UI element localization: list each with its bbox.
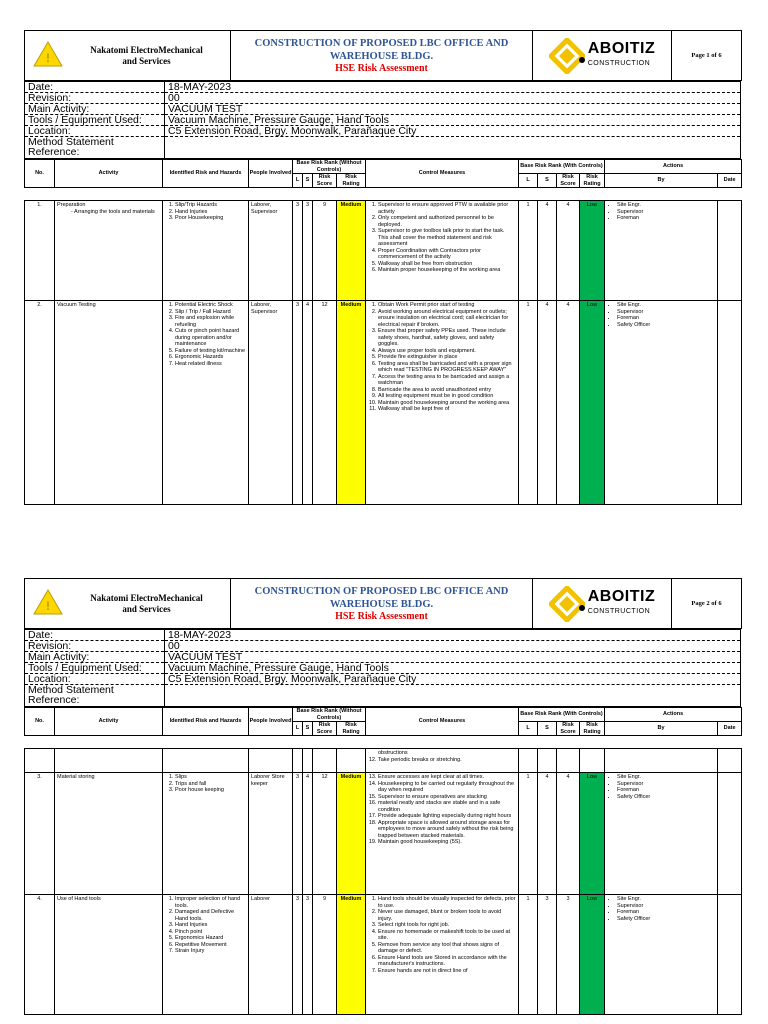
row-score: 12 <box>313 301 337 505</box>
col-s: S <box>303 722 313 736</box>
col-by: By <box>605 174 718 188</box>
control-item: 1. Hand tools should be visually inspected for defects, prior to use. <box>378 896 516 909</box>
col-no: No. <box>25 708 55 736</box>
control-item: 9. All testing equipment must be in good condition <box>378 393 516 400</box>
col-rs: S <box>538 722 557 736</box>
row-rrating: Low <box>580 201 605 301</box>
row-l: 3 <box>293 201 303 301</box>
control-item: 16. material neatly and stacks are stable and in a safe condition <box>378 800 516 813</box>
row-rl: 1 <box>519 895 538 1015</box>
row-by <box>605 201 718 301</box>
risk-row <box>25 773 742 895</box>
row-s: 4 <box>303 773 313 895</box>
row-rs: 4 <box>538 301 557 505</box>
row-no: 1. <box>25 201 55 301</box>
row-rl: 1 <box>519 773 538 895</box>
row-rl: 1 <box>519 201 538 301</box>
row-rating: Medium <box>337 201 366 301</box>
location-label: Location: <box>25 126 165 137</box>
hazard-item: 6. Ergonomic Hazards <box>175 354 246 361</box>
col-risk: Identified Risk and Hazards <box>163 160 249 188</box>
row-score: 9 <box>313 201 337 301</box>
responsible-item: • Site Engr. <box>617 202 715 209</box>
responsible-item: • Safety Officer <box>617 916 715 923</box>
hazard-item: 5. Ergonomics Hazard <box>175 935 246 942</box>
empty-cell <box>605 749 718 773</box>
responsible-item: • Safety Officer <box>617 794 715 801</box>
row-s: 3 <box>303 201 313 301</box>
company-cell <box>25 31 231 81</box>
aboitiz-diamond-icon <box>549 586 585 622</box>
control-item: 4. Ensure no homemade or makeshift tools to be used at site. <box>378 929 516 942</box>
empty-cell <box>249 749 293 773</box>
empty-cell <box>718 749 742 773</box>
control-list <box>368 302 516 413</box>
control-item: 10. Maintain good housekeeping around the working area <box>378 400 516 407</box>
row-date <box>718 895 742 1015</box>
control-item: 19. Maintain good housekeeping (5S). <box>378 839 516 846</box>
activity-value: VACUUM TEST <box>165 104 741 115</box>
row-hazards <box>163 895 249 1015</box>
responsible-item: • Safety Officer <box>617 322 715 329</box>
revision-value: 00 <box>165 93 741 104</box>
row-rs: 4 <box>538 773 557 895</box>
hazard-item: 2. Hand Injuries <box>175 209 246 216</box>
hazard-item: 7. Heat related illness <box>175 361 246 368</box>
responsible-item: • Supervisor <box>617 209 715 216</box>
activity-name: Use of Hand tools <box>57 896 101 902</box>
row-rscore: 4 <box>557 773 580 895</box>
control-list <box>368 774 516 846</box>
row-no: 4. <box>25 895 55 1015</box>
row-people: Laborer, Supervisor <box>249 201 293 301</box>
control-item: 14. Housekeeping to be carried out regularly throughout the day when required <box>378 781 516 794</box>
empty-cell <box>163 749 249 773</box>
responsible-item: • Foreman <box>617 909 715 916</box>
empty-cell <box>538 749 557 773</box>
hazard-item: 3. Hand Injuries <box>175 922 246 929</box>
col-no: No. <box>25 160 55 188</box>
control-item: 3. Ensure that proper safety PPEs used. These include safety shoes, hardhat, safety gloves, and safety goggles. <box>378 328 516 348</box>
control-item: 18. Appropriate space is allowed around storage areas for employees to move around safely without the risk being trapped between stacked materials. <box>378 820 516 840</box>
control-item: 15. Supervisor to ensure operatives are stacking <box>378 794 516 801</box>
col-rrating: Risk Rating <box>580 174 605 188</box>
location-label: Location: <box>25 674 165 685</box>
col-actions: Actions <box>605 160 742 174</box>
row-hazards <box>163 201 249 301</box>
control-item: 7. Access the testing area to be barricaded and assign a watchman <box>378 374 516 387</box>
location-value: C5 Extension Road, Brgy. Moonwalk, Parañaque City <box>165 674 741 685</box>
page-1 <box>24 30 741 505</box>
hazard-item: 4. Cuts or pinch point hazard during operation and/or maintenance <box>175 328 246 348</box>
row-rrating: Low <box>580 773 605 895</box>
responsible-item: • Foreman <box>617 787 715 794</box>
date-value: 18-MAY-2023 <box>165 82 741 93</box>
col-score: Risk Score <box>313 174 337 188</box>
responsible-list <box>607 774 715 800</box>
responsible-item: • Foreman <box>617 315 715 322</box>
row-score: 9 <box>313 895 337 1015</box>
control-item: 5. Remove from service any tool that shows signs of damage or defect. <box>378 942 516 955</box>
col-people: People Involved <box>249 708 293 736</box>
control-item: 3. Select right tools for right job. <box>378 922 516 929</box>
control-item: 17. Provide adequate lighting especially during night hours <box>378 813 516 820</box>
control-item: 1. Obtain Work Permit prior start of testing <box>378 302 516 309</box>
hazard-list <box>165 302 246 367</box>
control-item: 2. Only competent and authorized personnel to be deployed. <box>378 215 516 228</box>
empty-cell <box>557 749 580 773</box>
tools-label: Tools / Equipment Used: <box>25 115 165 126</box>
row-rrating: Low <box>580 895 605 1015</box>
col-by: By <box>605 722 718 736</box>
empty-cell <box>55 749 163 773</box>
row-activity <box>55 773 163 895</box>
responsible-list <box>607 202 715 222</box>
responsible-list <box>607 896 715 922</box>
responsible-item: • Supervisor <box>617 309 715 316</box>
control-item: 2. Avoid working around electrical equipment or outlets; ensure insulation on electrical cord; call electrician for electrical repair if broken. <box>378 309 516 329</box>
col-risk: Identified Risk and Hazards <box>163 708 249 736</box>
col-date: Date <box>718 722 742 736</box>
row-s: 3 <box>303 895 313 1015</box>
row-rscore: 3 <box>557 895 580 1015</box>
row-activity <box>55 201 163 301</box>
title-cell <box>231 579 533 629</box>
continuation-controls <box>366 749 519 773</box>
hazard-item: 2. Trips and fall <box>175 781 246 788</box>
project-title: CONSTRUCTION OF PROPOSED LBC OFFICE AND WAREHOUSE BLDG. <box>254 38 509 62</box>
col-base-risk: Base Risk Rank (Without Controls) <box>293 160 366 174</box>
control-item: 12. Take periodic breaks or stretching. <box>378 757 516 764</box>
col-actions: Actions <box>605 708 742 722</box>
control-list <box>368 202 516 274</box>
empty-cell <box>519 749 538 773</box>
row-rscore: 4 <box>557 301 580 505</box>
row-score: 12 <box>313 773 337 895</box>
row-s: 4 <box>303 301 313 505</box>
header-table <box>24 578 742 629</box>
svg-text:!: ! <box>46 51 50 65</box>
company-cell <box>25 579 231 629</box>
control-item: 5. Provide fire extinguisher in place <box>378 354 516 361</box>
hazard-item: 3. Fire and explosion while refueling <box>175 315 246 328</box>
revision-value: 00 <box>165 641 741 652</box>
responsible-item: • Site Engr. <box>617 896 715 903</box>
col-activity: Activity <box>55 708 163 736</box>
date-value: 18-MAY-2023 <box>165 630 741 641</box>
activity-name: Preparation <box>57 202 86 208</box>
control-item: 6. Maintain proper housekeeping of the working area <box>378 267 516 274</box>
hazard-item: 7. Strain Injury <box>175 948 246 955</box>
row-people: Laborer Store keeper <box>249 773 293 895</box>
hazard-item: 2. Damaged and Defective Hand tools. <box>175 909 246 922</box>
col-rating: Risk Rating <box>337 174 366 188</box>
row-controls <box>366 895 519 1015</box>
page-2 <box>24 578 741 1015</box>
row-by <box>605 895 718 1015</box>
control-item: 6. Testing area shall be barricaded and with a proper sign which read "TESTING IN PROGRESS KEEP AWAY" <box>378 361 516 374</box>
row-by <box>605 773 718 895</box>
responsible-item: • Site Engr. <box>617 302 715 309</box>
row-controls <box>366 773 519 895</box>
method-value <box>165 685 741 707</box>
hazard-item: 3. Poor Housekeeping <box>175 215 246 222</box>
control-item: 2. Never use damaged, blunt or broken tools to avoid injury. <box>378 909 516 922</box>
activity-label: Main Activity: <box>25 652 165 663</box>
col-s: S <box>303 174 313 188</box>
project-title: CONSTRUCTION OF PROPOSED LBC OFFICE AND WAREHOUSE BLDG. <box>254 586 509 610</box>
col-people: People Involved <box>249 160 293 188</box>
responsible-item: • Site Engr. <box>617 774 715 781</box>
hazard-item: 1. Slips <box>175 774 246 781</box>
col-base-risk: Base Risk Rank (Without Controls) <box>293 708 366 722</box>
col-rating: Risk Rating <box>337 722 366 736</box>
row-l: 3 <box>293 773 303 895</box>
location-value: C5 Extension Road, Brgy. Moonwalk, Parañaque City <box>165 126 741 137</box>
row-rating: Medium <box>337 773 366 895</box>
warning-triangle-icon <box>33 589 63 615</box>
control-item: 11. Walkway shall be kept free of <box>378 406 516 413</box>
risk-row <box>25 895 742 1015</box>
row-no: 3. <box>25 773 55 895</box>
revision-label: Revision: <box>25 641 165 652</box>
hazard-item: 1. Slip/Trip Hazards <box>175 202 246 209</box>
col-rrating: Risk Rating <box>580 722 605 736</box>
responsible-item: • Supervisor <box>617 903 715 910</box>
control-item: 4. Proper Coordination with Contractors prior commencement of the activity <box>378 248 516 261</box>
row-hazards <box>163 773 249 895</box>
activity-label: Main Activity: <box>25 104 165 115</box>
col-date: Date <box>718 174 742 188</box>
svg-text:!: ! <box>46 599 50 613</box>
row-rating: Medium <box>337 301 366 505</box>
empty-cell <box>313 749 337 773</box>
activity-sub: - Arranging the tools and materials <box>71 208 155 215</box>
hazard-item: 6. Repetitive Movement <box>175 942 246 949</box>
hazard-item: 3. Poor house keeping <box>175 787 246 794</box>
activity-name: Vacuum Testing <box>57 302 96 308</box>
col-activity: Activity <box>55 160 163 188</box>
row-rs: 3 <box>538 895 557 1015</box>
col-controls: Control Measures <box>366 160 519 188</box>
column-header <box>24 159 742 188</box>
empty-cell <box>580 749 605 773</box>
responsible-item: • Supervisor <box>617 781 715 788</box>
col-residual-risk: Base Risk Rank (With Controls) <box>519 160 605 174</box>
page-number: Page 2 of 6 <box>672 579 742 629</box>
method-value <box>165 137 741 159</box>
method-label: Method Statement Reference: <box>25 137 165 159</box>
row-l: 3 <box>293 301 303 505</box>
row-date <box>718 301 742 505</box>
revision-label: Revision: <box>25 93 165 104</box>
hazard-list <box>165 774 246 794</box>
control-item: 1. Supervisor to ensure approved PTW is available prior activity <box>378 202 516 215</box>
control-list <box>368 896 516 974</box>
control-item: 7. Ensure hands are not in direct line of <box>378 968 516 975</box>
activity-name: Material storing <box>57 774 95 780</box>
control-item: 13. Ensure accesses are kept clear at all times. <box>378 774 516 781</box>
row-hazards <box>163 301 249 505</box>
row-no: 2. <box>25 301 55 505</box>
empty-cell <box>293 749 303 773</box>
control-item: 8. Barricade the area to avoid unauthorized entry <box>378 387 516 394</box>
col-l: L <box>293 174 303 188</box>
col-rl: L <box>519 174 538 188</box>
header-table <box>24 30 742 81</box>
tools-value: Vacuum Machine, Pressure Gauge, Hand Tools <box>165 663 741 674</box>
col-score: Risk Score <box>313 722 337 736</box>
control-item: 4. Always use proper tools and equipment. <box>378 348 516 355</box>
warning-triangle-icon <box>33 41 63 67</box>
aboitiz-diamond-icon <box>549 38 585 74</box>
hazard-list <box>165 202 246 222</box>
row-controls <box>366 301 519 505</box>
col-rl: L <box>519 722 538 736</box>
hazard-item: 5. Failure of testing kit/machine <box>175 348 246 355</box>
brand-cell <box>533 31 672 81</box>
hazard-list <box>165 896 246 955</box>
col-l: L <box>293 722 303 736</box>
row-controls <box>366 201 519 301</box>
row-by <box>605 301 718 505</box>
row-rrating: Low <box>580 301 605 505</box>
tools-label: Tools / Equipment Used: <box>25 663 165 674</box>
control-item: 6. Ensure Hand tools are Stored in accordance with the manufacturer's instructions. <box>378 955 516 968</box>
risk-table-page-2 <box>24 748 742 1015</box>
row-people: Laborer <box>249 895 293 1015</box>
date-label: Date: <box>25 82 165 93</box>
col-residual-risk: Base Risk Rank (With Controls) <box>519 708 605 722</box>
tools-value: Vacuum Machine, Pressure Gauge, Hand Tools <box>165 115 741 126</box>
responsible-list <box>607 302 715 328</box>
aboitiz-logo: ABOITIZ CONSTRUCTION <box>533 586 671 622</box>
company-name: Nakatomi ElectroMechanical and Services <box>90 592 203 614</box>
empty-cell <box>25 749 55 773</box>
aboitiz-logo: ABOITIZ CONSTRUCTION <box>533 38 671 74</box>
row-l: 3 <box>293 895 303 1015</box>
hse-subtitle: HSE Risk Assessment <box>335 611 428 622</box>
brand-cell <box>533 579 672 629</box>
row-rl: 1 <box>519 301 538 505</box>
row-rscore: 4 <box>557 201 580 301</box>
row-date <box>718 201 742 301</box>
col-rs: S <box>538 174 557 188</box>
info-table <box>24 81 741 159</box>
row-activity <box>55 301 163 505</box>
risk-row <box>25 201 742 301</box>
control-item: 5. Walkway shall be free from obstruction <box>378 261 516 268</box>
row-rs: 4 <box>538 201 557 301</box>
col-controls: Control Measures <box>366 708 519 736</box>
company-name: Nakatomi ElectroMechanical and Services <box>90 44 203 66</box>
date-label: Date: <box>25 630 165 641</box>
control-item: 3. Supervisor to give toolbox talk prior to start the task. This shall cover the method statement and risk assessment <box>378 228 516 248</box>
method-label: Method Statement Reference: <box>25 685 165 707</box>
continuation-row <box>25 749 742 773</box>
page-number: Page 1 of 6 <box>672 31 742 81</box>
hazard-item: 1. Potential Electric Shock <box>175 302 246 309</box>
col-rscore: Risk Score <box>557 174 580 188</box>
row-activity <box>55 895 163 1015</box>
info-table <box>24 629 741 707</box>
hse-subtitle: HSE Risk Assessment <box>335 63 428 74</box>
control-item: obstructions <box>378 750 408 756</box>
activity-value: VACUUM TEST <box>165 652 741 663</box>
row-rating: Medium <box>337 895 366 1015</box>
responsible-item: • Foreman <box>617 215 715 222</box>
row-date <box>718 773 742 895</box>
column-header <box>24 707 742 736</box>
risk-row <box>25 301 742 505</box>
row-people: Laborer, Supervisor <box>249 301 293 505</box>
col-rscore: Risk Score <box>557 722 580 736</box>
empty-cell <box>303 749 313 773</box>
hazard-item: 1. Improper selection of hand tools. <box>175 896 246 909</box>
title-cell <box>231 31 533 81</box>
hazard-item: 4. Pinch point <box>175 929 246 936</box>
empty-cell <box>337 749 366 773</box>
risk-table-page-1 <box>24 200 742 505</box>
hazard-item: 2. Slip / Trip / Fall Hazard <box>175 309 246 316</box>
control-list <box>368 750 516 763</box>
